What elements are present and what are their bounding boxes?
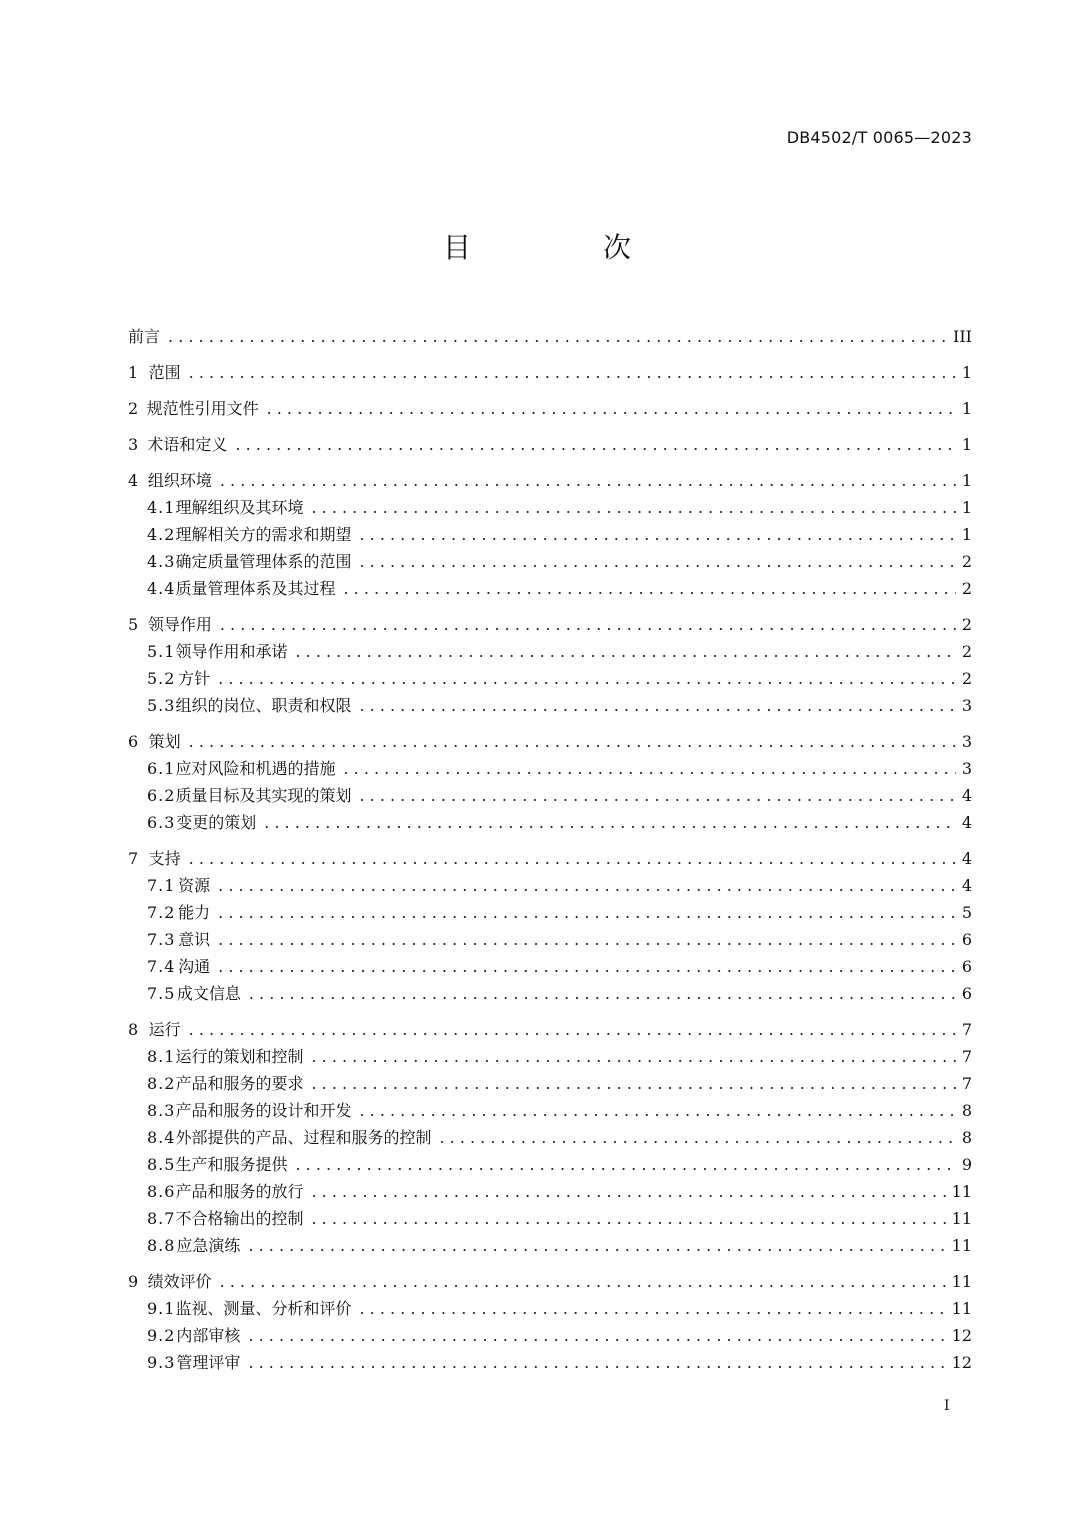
toc-entry-page: 6 [961, 984, 972, 1003]
dot-leader [311, 1074, 955, 1093]
toc-entry-page: 8 [961, 1128, 972, 1147]
toc-entry-label: 理解相关方的需求和期望 [175, 525, 352, 544]
toc-entry-label: 支持 [148, 849, 181, 868]
toc-entry-number: 1 [128, 363, 139, 382]
dot-leader [249, 984, 956, 1003]
toc-entry-number: 6.3 [147, 813, 176, 832]
toc-entry-label: 成文信息 [176, 984, 241, 1003]
dot-leader [359, 786, 955, 805]
toc-entry-page: 2 [961, 669, 972, 688]
dot-leader [359, 696, 955, 715]
toc-entry-page: 3 [961, 696, 972, 715]
table-of-contents [128, 324, 972, 1377]
toc-entry-number: 8.2 [147, 1074, 176, 1093]
dot-leader [218, 903, 956, 922]
toc-entry-label: 产品和服务的放行 [175, 1182, 304, 1201]
dot-leader [359, 525, 955, 544]
toc-entry-number: 8.8 [147, 1236, 176, 1255]
toc-entry-label: 生产和服务提供 [175, 1155, 288, 1174]
toc-entry-page: 11 [951, 1209, 972, 1228]
toc-entry-label: 运行的策划和控制 [175, 1047, 304, 1066]
toc-entry-label: 方针 [178, 669, 211, 688]
toc-entry-page: 11 [951, 1182, 972, 1201]
toc-subentry[interactable] [128, 900, 972, 927]
toc-entry-number: 8 [128, 1020, 139, 1039]
toc-entry[interactable] [128, 846, 972, 873]
toc-entry-number: 4.3 [147, 552, 176, 571]
toc-entry-number: 4.4 [147, 579, 176, 598]
toc-entry-label: 应对风险和机遇的措施 [175, 759, 336, 778]
page-title: 目 次 [442, 231, 683, 264]
toc-entry-number: 8.7 [147, 1209, 176, 1228]
toc-subentry[interactable] [128, 1098, 972, 1125]
toc-entry-label: 理解组织及其环境 [175, 498, 304, 517]
toc-entry-page: 4 [961, 786, 972, 805]
toc-entry-number: 9.3 [147, 1353, 176, 1372]
toc-entry-number: 5.1 [147, 642, 176, 661]
dot-leader [220, 471, 956, 490]
toc-entry-label: 策划 [148, 732, 181, 751]
toc-entry-number: 7.1 [147, 876, 176, 895]
toc-entry-number: 4.2 [147, 525, 176, 544]
dot-leader [343, 579, 955, 598]
toc-entry-label: 术语和定义 [147, 435, 228, 454]
toc-subentry[interactable] [128, 1179, 972, 1206]
toc-entry-number: 6.1 [147, 759, 176, 778]
toc-entry[interactable] [128, 360, 972, 387]
toc-entry-number: 6 [128, 732, 139, 751]
toc-entry-page: 1 [961, 471, 972, 490]
toc-entry-label: 变更的策划 [176, 813, 257, 832]
toc-entry-number: 9.2 [147, 1326, 176, 1345]
dot-leader [439, 1128, 955, 1147]
toc-entry-page: 11 [951, 1272, 972, 1291]
toc-entry-label: 内部审核 [176, 1326, 241, 1345]
toc-entry-page: 2 [961, 615, 972, 634]
dot-leader [311, 498, 955, 517]
toc-subentry[interactable] [128, 1233, 972, 1260]
toc-entry-number: 7.2 [147, 903, 176, 922]
toc-entry-page: 1 [961, 525, 972, 544]
toc-subentry[interactable] [128, 1044, 972, 1071]
toc-entry-number: 4.1 [147, 498, 176, 517]
dot-leader [189, 849, 956, 868]
toc-entry-page: 4 [961, 813, 972, 832]
toc-entry[interactable] [128, 468, 972, 495]
document-code: DB4502/T 0065—2023 [786, 128, 972, 147]
dot-leader [168, 327, 947, 346]
dot-leader [220, 615, 956, 634]
toc-entry-label: 前言 [128, 327, 161, 346]
toc-entry-label: 沟通 [178, 957, 211, 976]
toc-entry-label: 能力 [178, 903, 211, 922]
dot-leader [189, 363, 956, 382]
toc-subentry[interactable] [128, 666, 972, 693]
toc-entry-page: 7 [961, 1020, 972, 1039]
toc-entry-page: 6 [961, 930, 972, 949]
toc-entry-page: 8 [961, 1101, 972, 1120]
toc-entry[interactable] [128, 396, 972, 423]
toc-entry-page: 1 [961, 363, 972, 382]
toc-entry-page: 4 [961, 876, 972, 895]
dot-leader [311, 1209, 945, 1228]
toc-entry-label: 运行 [148, 1020, 181, 1039]
toc-entry-page: 1 [961, 399, 972, 418]
toc-entry-page: 3 [961, 759, 972, 778]
toc-entry-page: 12 [951, 1353, 972, 1372]
toc-entry-label: 应急演练 [176, 1236, 241, 1255]
toc-entry-page: 7 [961, 1074, 972, 1093]
dot-leader [311, 1182, 945, 1201]
toc-entry-page: 7 [961, 1047, 972, 1066]
toc-entry-page: 1 [961, 498, 972, 517]
dot-leader [189, 1020, 956, 1039]
toc-subentry[interactable] [128, 1206, 972, 1233]
toc-subentry[interactable] [128, 783, 972, 810]
toc-entry-page: III [953, 327, 972, 346]
toc-entry-page: 6 [961, 957, 972, 976]
toc-entry-page: 4 [961, 849, 972, 868]
toc-entry-label: 绩效评价 [147, 1272, 212, 1291]
toc-entry-label: 意识 [178, 930, 211, 949]
toc-entry-page: 12 [951, 1326, 972, 1345]
toc-entry-number: 8.5 [147, 1155, 176, 1174]
toc-entry[interactable] [128, 729, 972, 756]
toc-entry-label: 确定质量管理体系的范围 [175, 552, 352, 571]
toc-subentry[interactable] [128, 954, 972, 981]
toc-entry-number: 7.4 [147, 957, 176, 976]
toc-entry-label: 产品和服务的设计和开发 [175, 1101, 352, 1120]
toc-entry-label: 管理评审 [176, 1353, 241, 1372]
toc-subentry[interactable] [128, 522, 972, 549]
toc-entry-label: 外部提供的产品、过程和服务的控制 [175, 1128, 432, 1147]
dot-leader [359, 1299, 945, 1318]
toc-entry[interactable] [128, 1017, 972, 1044]
toc-entry-label: 组织的岗位、职责和权限 [175, 696, 352, 715]
toc-entry-label: 规范性引用文件 [146, 399, 259, 418]
dot-leader [343, 759, 955, 778]
toc-entry-label: 领导作用 [147, 615, 212, 634]
toc-entry-label: 不合格输出的控制 [175, 1209, 304, 1228]
toc-entry-number: 6.2 [147, 786, 176, 805]
toc-subentry[interactable] [128, 1152, 972, 1179]
toc-entry[interactable] [128, 1269, 972, 1296]
toc-entry-page: 9 [961, 1155, 972, 1174]
dot-leader [295, 1155, 955, 1174]
toc-subentry[interactable] [128, 1125, 972, 1152]
toc-entry-number: 5.3 [147, 696, 176, 715]
dot-leader [248, 1326, 945, 1345]
toc-entry-page: 2 [961, 552, 972, 571]
dot-leader [359, 552, 955, 571]
toc-subentry[interactable] [128, 756, 972, 783]
dot-leader [220, 1272, 946, 1291]
dot-leader [267, 399, 956, 418]
toc-entry-label: 质量管理体系及其过程 [175, 579, 336, 598]
dot-leader [248, 1236, 945, 1255]
toc-entry-label: 资源 [178, 876, 211, 895]
dot-leader [218, 957, 956, 976]
toc-entry[interactable] [128, 324, 972, 351]
toc-subentry[interactable] [128, 495, 972, 522]
toc-entry-page: 1 [961, 435, 972, 454]
toc-subentry[interactable] [128, 1071, 972, 1098]
toc-entry[interactable] [128, 432, 972, 459]
page-number: I [944, 1398, 950, 1414]
toc-entry-label: 产品和服务的要求 [175, 1074, 304, 1093]
toc-entry-number: 7.5 [147, 984, 176, 1003]
toc-subentry[interactable] [128, 693, 972, 720]
toc-entry-number: 9 [128, 1272, 139, 1291]
toc-entry-number: 8.4 [147, 1128, 176, 1147]
toc-subentry[interactable] [128, 981, 972, 1008]
toc-subentry[interactable] [128, 1323, 972, 1350]
toc-entry-page: 2 [961, 642, 972, 661]
toc-entry-label: 质量目标及其实现的策划 [175, 786, 352, 805]
toc-subentry[interactable] [128, 1296, 972, 1323]
toc-entry-number: 4 [128, 471, 139, 490]
toc-entry-page: 11 [951, 1299, 972, 1318]
toc-subentry[interactable] [128, 549, 972, 576]
dot-leader [248, 1353, 945, 1372]
toc-subentry[interactable] [128, 810, 972, 837]
dot-leader [359, 1101, 955, 1120]
toc-subentry[interactable] [128, 576, 972, 603]
toc-entry-number: 8.1 [147, 1047, 176, 1066]
toc-subentry[interactable] [128, 639, 972, 666]
toc-entry-number: 2 [128, 399, 139, 418]
toc-entry[interactable] [128, 612, 972, 639]
dot-leader [235, 435, 955, 454]
toc-entry-page: 2 [961, 579, 972, 598]
toc-entry-number: 8.3 [147, 1101, 176, 1120]
dot-leader [189, 732, 956, 751]
toc-subentry[interactable] [128, 1350, 972, 1377]
toc-entry-number: 9.1 [147, 1299, 176, 1318]
toc-entry-page: 3 [961, 732, 972, 751]
dot-leader [218, 876, 956, 895]
dot-leader [311, 1047, 955, 1066]
toc-entry-number: 5.2 [147, 669, 176, 688]
toc-entry-number: 7.3 [147, 930, 176, 949]
toc-subentry[interactable] [128, 873, 972, 900]
toc-entry-number: 5 [128, 615, 139, 634]
toc-entry-label: 领导作用和承诺 [175, 642, 288, 661]
toc-entry-page: 5 [961, 903, 972, 922]
toc-entry-number: 8.6 [147, 1182, 176, 1201]
dot-leader [264, 813, 956, 832]
toc-entry-label: 监视、测量、分析和评价 [175, 1299, 352, 1318]
dot-leader [218, 669, 956, 688]
toc-entry-page: 11 [951, 1236, 972, 1255]
dot-leader [218, 930, 956, 949]
toc-subentry[interactable] [128, 927, 972, 954]
toc-entry-label: 组织环境 [147, 471, 212, 490]
toc-entry-label: 范围 [148, 363, 181, 382]
toc-entry-number: 7 [128, 849, 139, 868]
dot-leader [295, 642, 955, 661]
toc-entry-number: 3 [128, 435, 139, 454]
